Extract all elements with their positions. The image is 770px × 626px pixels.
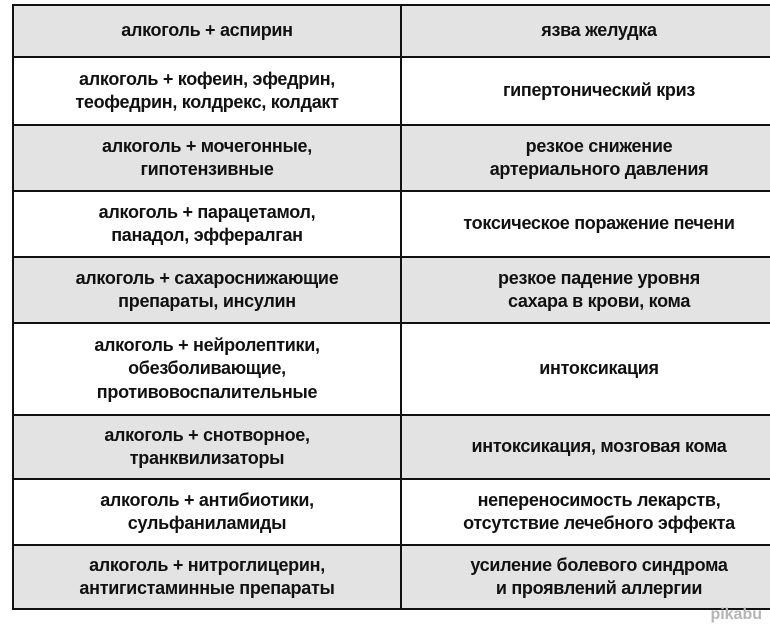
- effect-cell: [401, 545, 770, 609]
- cell-text: транквилизаторы: [129, 448, 285, 468]
- cell-text: алкоголь + снотворное,: [104, 424, 310, 445]
- effect-cell: [401, 125, 770, 191]
- table-row: [13, 479, 770, 545]
- cell-text: интоксикация: [539, 358, 659, 379]
- effect-cell: [401, 191, 770, 257]
- drug-combination-cell: [13, 545, 401, 609]
- table-row: [13, 415, 770, 479]
- cell-text: алкоголь + аспирин: [121, 20, 293, 41]
- cell-text: токсическое поражение печени: [463, 213, 735, 234]
- cell-text: противовоспалительные: [96, 381, 318, 402]
- drug-combination-cell: [13, 257, 401, 323]
- drug-combination-cell: [13, 191, 401, 257]
- drug-combination-cell: [13, 415, 401, 479]
- cell-text: артериального давления: [489, 159, 709, 179]
- table-row: [13, 57, 770, 125]
- cell-text: алкоголь + сахароснижающие: [75, 267, 339, 288]
- table-row: [13, 323, 770, 415]
- cell-text: усиление болевого синдрома: [470, 554, 728, 575]
- table-row: [13, 257, 770, 323]
- cell-text: алкоголь + нейролептики,: [94, 335, 320, 356]
- cell-text: язва желудка: [541, 20, 657, 41]
- drug-combination-cell: [13, 57, 401, 125]
- effect-cell: [401, 5, 770, 57]
- cell-text: сахара в крови, кома: [507, 291, 691, 311]
- cell-text: алкоголь + нитроглицерин,: [89, 554, 325, 575]
- cell-text: резкое падение уровня: [498, 267, 700, 288]
- table-body: [13, 5, 770, 609]
- interaction-table-wrapper: [12, 4, 760, 618]
- cell-text: отсутствие лечебного эффекта: [463, 513, 735, 533]
- drug-combination-cell: [13, 125, 401, 191]
- effect-cell: [401, 479, 770, 545]
- cell-text: гипотензивные: [140, 159, 274, 179]
- cell-text: алкоголь + кофеин, эфедрин,: [79, 68, 335, 89]
- cell-text: алкоголь + мочегонные,: [102, 135, 312, 156]
- effect-cell: [401, 257, 770, 323]
- cell-text: интоксикация, мозговая кома: [471, 436, 727, 457]
- cell-text: резкое снижение: [525, 135, 673, 156]
- cell-text: и проявлений аллергии: [495, 578, 703, 598]
- drug-combination-cell: [13, 323, 401, 415]
- cell-text: теофедрин, колдрекс, колдакт: [75, 92, 339, 112]
- cell-text: алкоголь + антибиотики,: [100, 489, 314, 510]
- cell-text: гипертонический криз: [502, 80, 696, 101]
- table-row: [13, 545, 770, 609]
- cell-text: панадол, эффералган: [111, 225, 303, 245]
- cell-text: антигистаминные препараты: [79, 578, 335, 598]
- cell-text: сульфаниламиды: [127, 513, 287, 533]
- drug-alcohol-interaction-table: [12, 4, 770, 610]
- table-row: [13, 125, 770, 191]
- site-watermark: pikabu: [710, 606, 762, 623]
- cell-text: непереносимость лекарств,: [477, 489, 721, 510]
- drug-combination-cell: [13, 479, 401, 545]
- cell-text: алкоголь + парацетамол,: [98, 201, 316, 222]
- drug-combination-cell: [13, 5, 401, 57]
- effect-cell: [401, 57, 770, 125]
- cell-text: обезболивающие,: [128, 358, 286, 379]
- table-row: [13, 191, 770, 257]
- effect-cell: [401, 323, 770, 415]
- effect-cell: [401, 415, 770, 479]
- table-row: [13, 5, 770, 57]
- cell-text: препараты, инсулин: [118, 291, 296, 311]
